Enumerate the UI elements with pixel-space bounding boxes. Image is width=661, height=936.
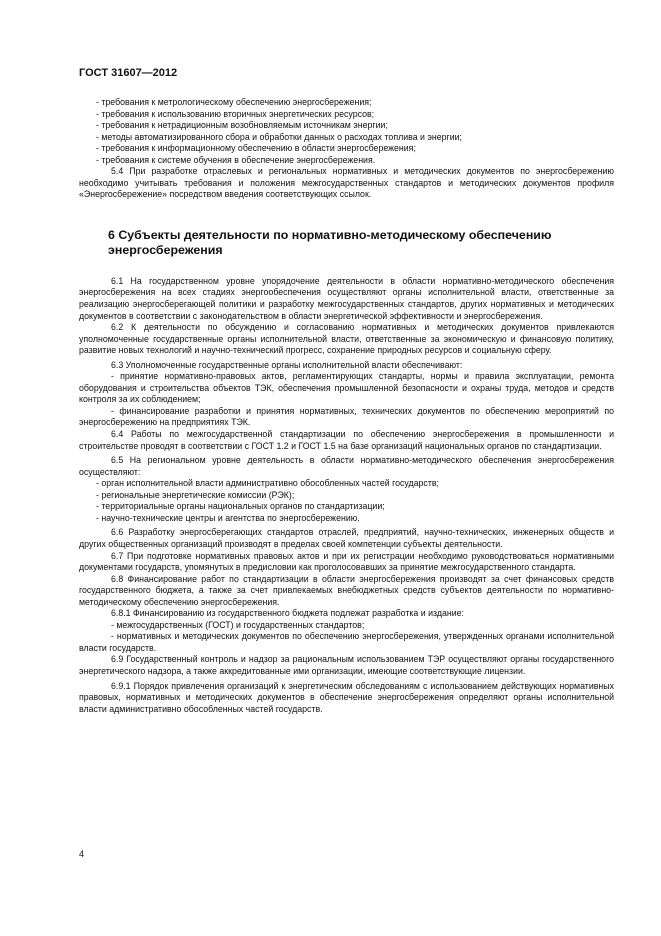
list-item: - орган исполнительной власти административно обособленных частей государств; bbox=[96, 478, 439, 489]
section-6-title: 6 Субъекты деятельности по нормативно-методическому обеспечению энергосбережения bbox=[108, 227, 552, 257]
paragraph-6-3: 6.3 Уполномоченные государственные органы исполнительной власти обеспечивают: bbox=[111, 359, 463, 370]
document-body bbox=[79, 97, 614, 715]
list-item: - нормативных и методических документов по обеспечению энергосбережения, утвержденных органами исполнительной власти государств. bbox=[79, 631, 614, 653]
paragraph-6-8: 6.8 Финансирование работ по стандартизации в области энергосбережения производят за счет финансовых средств государственного бюджета, а также за счет привлекаемых внебюджетных средств субъектов деятельности по нормативно-методическому обеспечению энергосбережения. bbox=[79, 573, 614, 607]
paragraph-6-1: 6.1 На государственном уровне упорядочение деятельности в области нормативно-методического обеспечения энергосбережения на всех стадиях энергообеспечения осуществляют органы исполнительной власти, ответственные за реализацию энергосберегающей политики и разработку межгосударственных стандартов, других нормативных и методических документов в соответствии с законодательством в области энергетической эффективности и энергосбережения. bbox=[79, 275, 614, 321]
list-item: - требования к нетрадиционным возобновляемым источникам энергии; bbox=[96, 120, 388, 131]
paragraph-6-2: 6.2 К деятельности по обсуждению и согласованию нормативных и методических документов привлекаются уполномоченные государственные органы исполнительной власти, ответственные за экономическую и финансовую политику, развитие новых технологий и научно-технический прогресс, сохранение природных ресурсов и социальную сферу. bbox=[79, 322, 614, 356]
paragraph-6-7: 6.7 При подготовке нормативных правовых актов и при их регистрации необходимо руководствоваться нормативными документами государств, упомянутых в предисловии как проголосовавших за принятие межгосударственного стандарта. bbox=[79, 550, 614, 573]
list-item: - требования к использованию вторичных энергетических ресурсов; bbox=[96, 108, 375, 119]
paragraph-6-6: 6.6 Разработку энергосберегающих стандартов отраслей, предприятий, научно-технических, инженерных обществ и других общественных организаций производят в пределах своей компетенции субъекты деятельности. bbox=[79, 527, 614, 549]
list-item: - научно-технические центры и агентства по энергосбережению. bbox=[96, 512, 360, 523]
paragraph-6-9-1: 6.9.1 Порядок привлечения организаций к энергетическим обследованиям с использованием действующих нормативных правовых, нормативных и методических документов в обеспечение энергосбережения определяют органы исполнительной власти административно обособленных частей государств. bbox=[79, 680, 614, 714]
paragraph-6-5: 6.5 На региональном уровне деятельность в области нормативно-методического обеспечения энергосбережения осуществляют: bbox=[79, 455, 614, 477]
list-item: - методы автоматизированного сбора и обработки данных о расходах топлива и энергии; bbox=[96, 131, 463, 142]
list-item: - требования к информационному обеспечению в области энергосбережения; bbox=[96, 143, 416, 154]
paragraph-6-8-1: 6.8.1 Финансированию из государственного бюджета подлежат разработка и издание: bbox=[111, 608, 464, 619]
list-item: - региональные энергетические комиссии (РЭК); bbox=[96, 489, 295, 500]
list-item: - межгосударственных (ГОСТ) и государственных стандартов; bbox=[111, 619, 365, 630]
paragraph-6-3-item-a: - принятие нормативно-правовых актов, регламентирующих стандарты, нормы и правила эксплуатации, ремонта оборудования и строительства объектов ТЭК, обеспечения промышленной безопасности и охраны труда, методов и средств контроля за их соблюдением; bbox=[79, 371, 614, 405]
paragraph-6-3-item-b: - финансирование разработки и принятия нормативных, технических документов по обеспечению мероприятий по энергосбережению на предприятиях ТЭК. bbox=[79, 405, 614, 428]
paragraph-6-9: 6.9 Государственный контроль и надзор за рациональным использованием ТЭР осуществляют органы государственного энергетического надзора, а также аккредитованные ими организации, имеющие соответствующие лицензии. bbox=[79, 654, 614, 676]
list-item: - территориальные органы национальных органов по стандартизации; bbox=[96, 501, 385, 512]
paragraph-6-4: 6.4 Работы по межгосударственной стандартизации по обеспечению энергосбережения в промышленности и строительстве проводят в соответствии с ГОСТ 1.2 и ГОСТ 1.5 на базе организаций национальных органов по стандартизации. bbox=[79, 429, 614, 451]
paragraph-5-4: 5.4 При разработке отраслевых и региональных нормативных и методических документов по энергосбережению необходимо учитывать требования и положения межгосударственных стандартов и методических документов профиля «Энергосбережение» посредством введения соответствующих ссылок. bbox=[79, 166, 614, 200]
page-number: 4 bbox=[79, 849, 85, 859]
list-item: - требования к системе обучения в обеспечение энергосбережения. bbox=[96, 154, 376, 165]
list-item: - требования к метрологическому обеспечению энергосбережения; bbox=[96, 97, 372, 107]
document-header: ГОСТ 31607—2012 bbox=[79, 67, 178, 79]
